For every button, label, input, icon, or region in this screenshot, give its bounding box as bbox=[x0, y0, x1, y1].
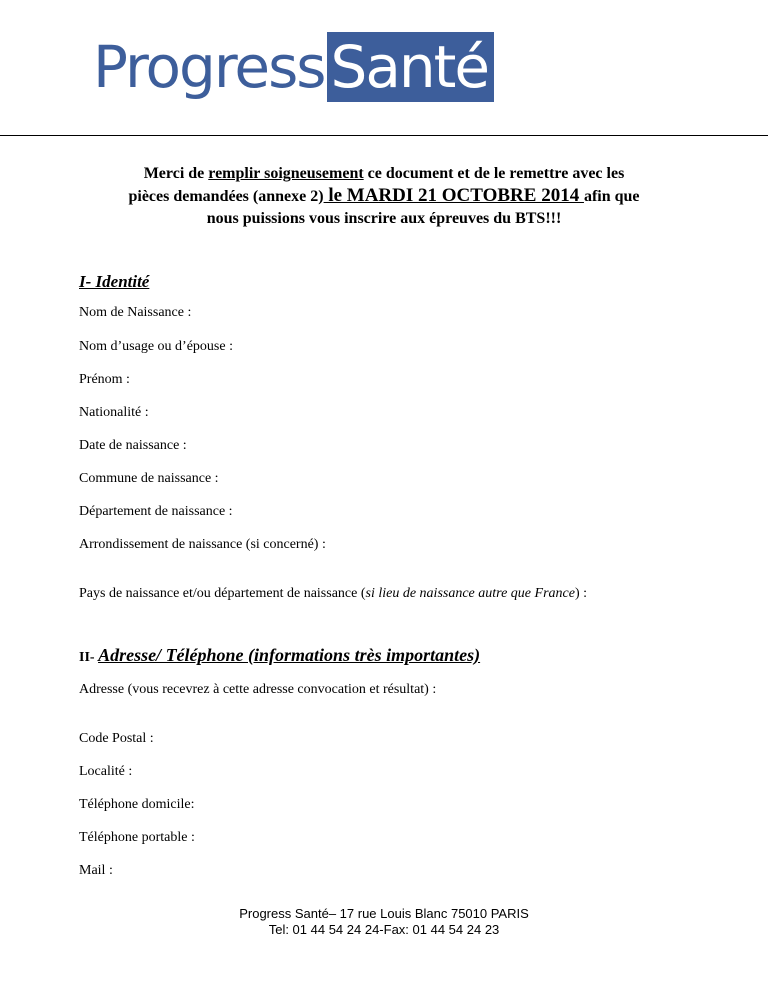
notice-text-4: afin que bbox=[583, 188, 640, 205]
field-birth-date: Date de naissance : bbox=[79, 438, 187, 453]
field-birth-town: Commune de naissance : bbox=[79, 471, 219, 486]
logo-sante-text: Santé bbox=[327, 32, 495, 102]
instructions-notice bbox=[70, 163, 698, 230]
notice-text-2: ce document et de le remettre avec les bbox=[363, 165, 625, 182]
logo-progress-text: Progress bbox=[93, 33, 325, 101]
field-usage-name: Nom d’usage ou d’épouse : bbox=[79, 339, 233, 354]
notice-text-3: pièces demandées (annexe 2) bbox=[128, 188, 324, 205]
section-address-title: Adresse/ Téléphone (informations très importantes) bbox=[98, 645, 481, 665]
notice-text-5: nous puissions vous inscrire aux épreuves du BTS!!! bbox=[206, 210, 562, 227]
field-birth-name: Nom de Naissance : bbox=[79, 305, 192, 320]
field-postal-code: Code Postal : bbox=[79, 731, 154, 746]
birth-country-note: si lieu de naissance autre que France bbox=[365, 586, 575, 601]
field-birth-arrondissement: Arrondissement de naissance (si concerné) : bbox=[79, 537, 326, 552]
field-birth-country bbox=[79, 586, 587, 602]
notice-text-1: Merci de bbox=[143, 165, 209, 182]
field-nationality: Nationalité : bbox=[79, 405, 149, 420]
section-address-number: II- bbox=[79, 650, 99, 665]
footer-phone: Tel: 01 44 54 24 24-Fax: 01 44 54 24 23 bbox=[268, 922, 500, 937]
notice-deadline: le MARDI 21 OCTOBRE 2014 bbox=[323, 185, 584, 206]
field-mail: Mail : bbox=[79, 863, 113, 878]
field-locality: Localité : bbox=[79, 764, 133, 779]
birth-country-label: Pays de naissance et/ou département de naissance ( bbox=[79, 586, 366, 601]
section-identity-heading: I- Identité bbox=[79, 272, 150, 291]
field-birth-department: Département de naissance : bbox=[79, 504, 233, 519]
page-footer bbox=[0, 906, 768, 938]
notice-emphasis: remplir soigneusement bbox=[208, 165, 364, 182]
field-address: Adresse (vous recevrez à cette adresse convocation et résultat) : bbox=[79, 682, 437, 697]
section-address-heading bbox=[79, 645, 480, 666]
header-divider bbox=[0, 135, 768, 136]
field-home-phone: Téléphone domicile: bbox=[79, 797, 195, 812]
progress-sante-logo bbox=[93, 30, 494, 110]
birth-country-colon: ) : bbox=[574, 586, 588, 601]
field-mobile-phone: Téléphone portable : bbox=[79, 830, 195, 845]
footer-address: Progress Santé– 17 rue Louis Blanc 75010 PARIS bbox=[239, 906, 529, 921]
field-first-name: Prénom : bbox=[79, 372, 130, 387]
